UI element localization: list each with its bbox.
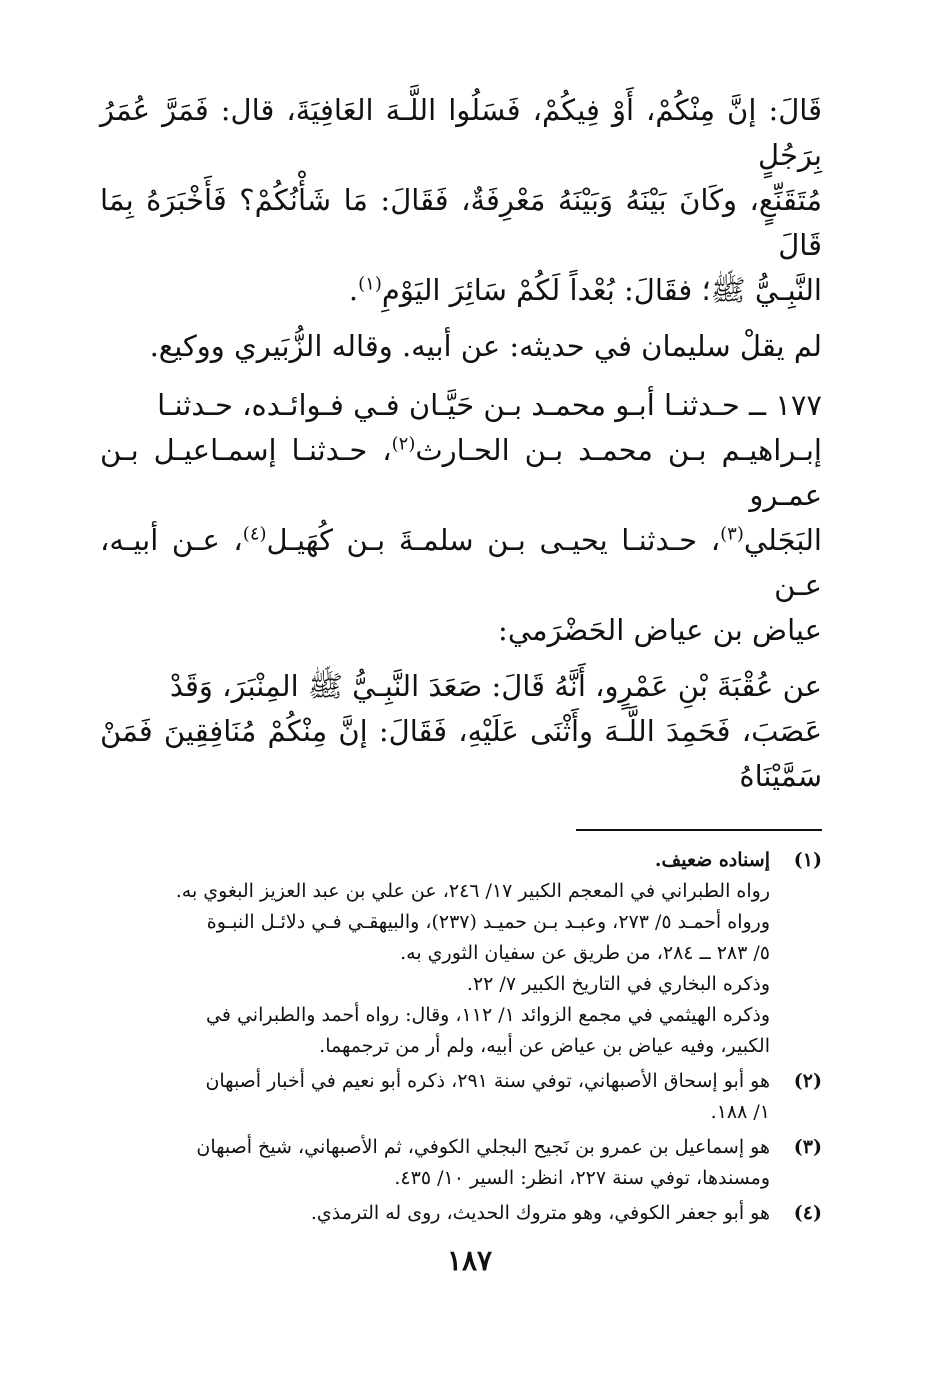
footnotes bbox=[100, 845, 822, 1229]
footnote-divider bbox=[576, 829, 822, 831]
text-line: قَالَ: إنَّ مِنْكُمْ، أَوْ فِيكُمْ، فَسَلُوا اللَّـهَ العَافِيَةَ، قال: فَمَرَّ عُمَرُ بِرَجُلٍ bbox=[100, 93, 822, 172]
footnote-number: (٤) bbox=[793, 1202, 822, 1224]
footnote-line: هو أبو جعفر الكوفي، وهو متروك الحديث، روى له الترمذي. bbox=[310, 1202, 770, 1224]
page-number: ١٨٧ bbox=[446, 1244, 493, 1277]
footnote-number: (١) bbox=[793, 849, 822, 871]
main-text bbox=[100, 88, 822, 799]
text-line bbox=[100, 428, 822, 518]
footnote-line: إسناده ضعيف. bbox=[654, 849, 770, 871]
text-line: عن عُقْبَةَ بْنِ عَمْرٍو، أَنَّهُ قَالَ: صَعَدَ النَّبِـيُّ ﷺ المِنْبَرَ، وَقَدْ bbox=[169, 669, 822, 703]
footnote-line: الكبير، وفيه عياض بن عياض عن أبيه، ولم أر من ترجمهما. bbox=[319, 1035, 770, 1057]
footnote-line: هو إسماعيل بن عمرو بن نَجيح البجلي الكوفي، ثم الأصبهاني، شيخ أصبهان bbox=[196, 1136, 770, 1158]
text-line: عياض بن عياض الحَضْرَمي: bbox=[498, 613, 822, 647]
footnote-line: ٥/ ٢٨٣ ــ ٢٨٤، من طريق عن سفيان الثوري به. bbox=[400, 942, 770, 964]
text-segment: إبـراهيـم بـن محمـد بـن الحـارث bbox=[415, 433, 822, 467]
footnote-2 bbox=[100, 1066, 822, 1128]
footnote-line: ١/ ١٨٨. bbox=[710, 1101, 770, 1123]
footnote-line: وذكره البخاري في التاريخ الكبير ٧/ ٢٢. bbox=[466, 973, 770, 995]
text-line bbox=[100, 268, 822, 313]
text-segment: ، حـدثنـا يحيـى بـن سلمـةَ بـن كُهَيـل bbox=[266, 523, 721, 557]
text-line: لم يقلْ سليمان في حديثه: عن أبيه. وقاله الزُّبَيري ووكيع. bbox=[149, 329, 822, 363]
footnote-text bbox=[100, 1132, 770, 1194]
text-segment: . bbox=[348, 273, 359, 307]
text-segment: النَّبِـيُّ ﷺ؛ فقَالَ: بُعْداً لَكُمْ سَائِرَ اليَوْمِ bbox=[381, 273, 822, 307]
footnote-ref[interactable]: (٤) bbox=[242, 523, 267, 545]
footnote-text bbox=[100, 1198, 770, 1229]
footnote-line: هو أبو إسحاق الأصبهاني، توفي سنة ٢٩١، ذكره أبو نعيم في أخبار أصبهان bbox=[205, 1070, 770, 1092]
footnote-line: ومسندها، توفي سنة ٢٢٧، انظر: السير ١٠/ ٤٣٥. bbox=[394, 1167, 770, 1189]
footnote-line: رواه الطبراني في المعجم الكبير ١٧/ ٢٤٦، عن علي بن عبد العزيز البغوي به. bbox=[175, 880, 770, 902]
footnote-4 bbox=[100, 1198, 822, 1229]
footnote-number: (٢) bbox=[793, 1070, 822, 1092]
book-page bbox=[100, 88, 822, 1233]
footnote-3 bbox=[100, 1132, 822, 1194]
text-line: عَصَبَ، فَحَمِدَ اللَّـهَ وأَثْنَى عَلَيْهِ، فَقَالَ: إنَّ مِنْكُمْ مُنَافِقِينَ فَمَنْ سَمَّيْنَاهُ bbox=[100, 714, 822, 793]
footnote-line: وذكره الهيثمي في مجمع الزوائد ١/ ١١٢، وقال: رواه أحمد والطبراني في bbox=[206, 1004, 770, 1026]
text-line: مُتَقَنِّعٍ، وكَانَ بَيْنَهُ وَبَيْنَهُ مَعْرِفَةٌ، فَقَالَ: مَا شَأْنُكُمْ؟ فَأَخْبَرَهُ بِمَا قَالَ bbox=[100, 183, 822, 262]
text-segment: ، عـن أبيـه، عـن bbox=[100, 523, 822, 602]
text-segment: ، حـدثنـا إسمـاعيـل بـن عمـرو bbox=[100, 433, 822, 512]
footnote-ref[interactable]: (٢) bbox=[391, 433, 416, 455]
text-line bbox=[100, 518, 822, 608]
footnote-ref[interactable]: (١) bbox=[358, 273, 382, 295]
footnote-ref[interactable]: (٣) bbox=[720, 523, 744, 545]
footnote-number: (٣) bbox=[793, 1136, 822, 1158]
footnote-1 bbox=[100, 845, 822, 1062]
footnote-line: ورواه أحمـد ٥/ ٢٧٣، وعبـد بـن حميـد (٢٣٧)، والبيهقـي فـي دلائـل النبـوة bbox=[206, 911, 770, 933]
footnote-text bbox=[100, 1066, 770, 1128]
hadith-number-line: ١٧٧ ــ حـدثنـا أبـو محمـد بـن حَيَّـان فـي فـوائـده، حـدثنـا bbox=[157, 388, 822, 422]
footnote-text bbox=[100, 845, 770, 1062]
text-segment: البَجَلي bbox=[743, 523, 822, 557]
